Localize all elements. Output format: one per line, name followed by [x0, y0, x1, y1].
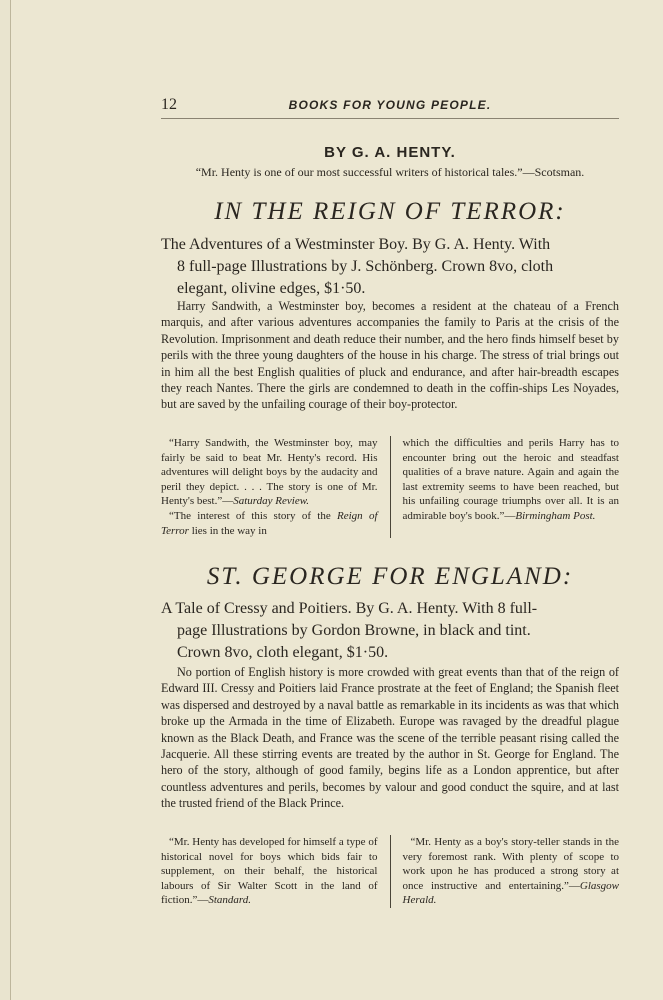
review-text: “Harry Sandwith, the Westminster boy, may fairly be said to beat Mr. Henty's record. His adventures will delight boys by the audacity and peril they depict. . . . The story is one of Mr. Henty's best.”— [161, 437, 378, 508]
review-text: “Mr. Henty has developed for himself a type of historical novel for boys which bids fair to supplement, on their behalf, the historical labours of Sir Walter Scott in the land of fiction.”— [161, 836, 378, 907]
review-column-left [161, 835, 390, 908]
book-lead-reign-of-terror [161, 234, 619, 300]
review-birmingham [403, 436, 620, 524]
book-lead-line: Crown 8vo, cloth elegant, $1·50. [177, 644, 389, 661]
book-reviews-st-george [161, 835, 619, 908]
author-quote: “Mr. Henty is one of our most successful writers of historical tales.”—Scotsman. [195, 165, 585, 179]
review-text: which the difficulties and perils Harry has to encounter bring out the heroic and steadfast qualities of a brave nature. Again and again the last extremity seems to have been reached, but his unfailing courage triumphs over all. It is an admirable boy's book.”— [402, 437, 619, 522]
book-description-st-george: No portion of English history is more crowded with great events than that of the reign of Edward III. Cressy and Poitiers laid France prostrate at the feet of England; the Spanish fleet was dispersed and destroyed by a naval battle as remarkable in its incidents as was that which broke up the Armada in the time of Elizabeth. Europe was ravaged by the dreadful plague known as the Black Death, and France was the scene of the terrible peasant rising called the Jacquerie. All these stirring events are treated by the author in St. George for England. The hero of the story, although of good family, begins life as a London apprentice, but after countless adventures and perils, becomes by valour and good conduct the squire, and at last the trusted friend of the Black Prince. [161, 665, 619, 811]
running-header [161, 96, 619, 119]
review-glasgow [403, 835, 620, 908]
author-byline: BY G. A. HENTY. [324, 144, 456, 161]
book-title-st-george: ST. GEORGE FOR ENGLAND: [206, 563, 574, 590]
book-description-reign-of-terror: Harry Sandwith, a Westminster boy, becomes a resident at the chateau of a French marquis, and after various adventures accompanies the family to Paris at the crisis of the Revolution. Imprisonment and death reduce their number, and the hero finds himself beset by perils with the three young daughters of the house in his charge. The stress of trial brings out in him all the best English qualities of pluck and endurance, and after hair-breadth escapes they reach Nantes. There the girls are condemned to death in the coffin-ships Les Noyades, but are saved by the unfailing courage of their boy-protector. [161, 299, 619, 412]
book-lead-line: elegant, olivine edges, $1·50. [177, 280, 366, 297]
review-text: “The interest of this story of the [169, 509, 337, 522]
book-title-reign-of-terror: IN THE REIGN OF TERROR: [214, 198, 566, 225]
book-lead-st-george [161, 598, 619, 664]
review-source: Standard. [208, 894, 252, 907]
book-reviews-reign-of-terror [161, 436, 619, 538]
review-column-right [390, 835, 620, 908]
review-source: Glasgow Herald. [402, 879, 619, 907]
page-number: 12 [161, 96, 177, 113]
review-italic-title: Reign of Terror [161, 509, 378, 537]
running-title: BOOKS FOR YOUNG PEOPLE. [288, 98, 492, 112]
review-text: lies in the way in [188, 524, 267, 537]
book-lead-line: page Illustrations by Gordon Browne, in black and tint. [177, 622, 531, 639]
book-lead-line: A Tale of Cressy and Poitiers. By G. A. Henty. With 8 full- [161, 600, 538, 617]
review-source: Saturday Review. [233, 495, 310, 508]
review-continued [161, 509, 378, 538]
review-text: “Mr. Henty as a boy's story-teller stands in the very foremost rank. With plenty of scope to work upon he has produced a strong story at once instructive and entertaining.”— [402, 836, 619, 892]
book-lead-line: The Adventures of a Westminster Boy. By G. A. Henty. With [161, 236, 551, 253]
review-source: Birmingham Post. [515, 509, 596, 522]
book-lead-line: 8 full-page Illustrations by J. Schönberg. Crown 8vo, cloth [177, 258, 554, 275]
review-column-left [161, 436, 390, 538]
review-saturday [161, 436, 378, 509]
book-page [10, 0, 663, 1000]
review-column-right [390, 436, 620, 538]
review-standard [161, 835, 378, 908]
